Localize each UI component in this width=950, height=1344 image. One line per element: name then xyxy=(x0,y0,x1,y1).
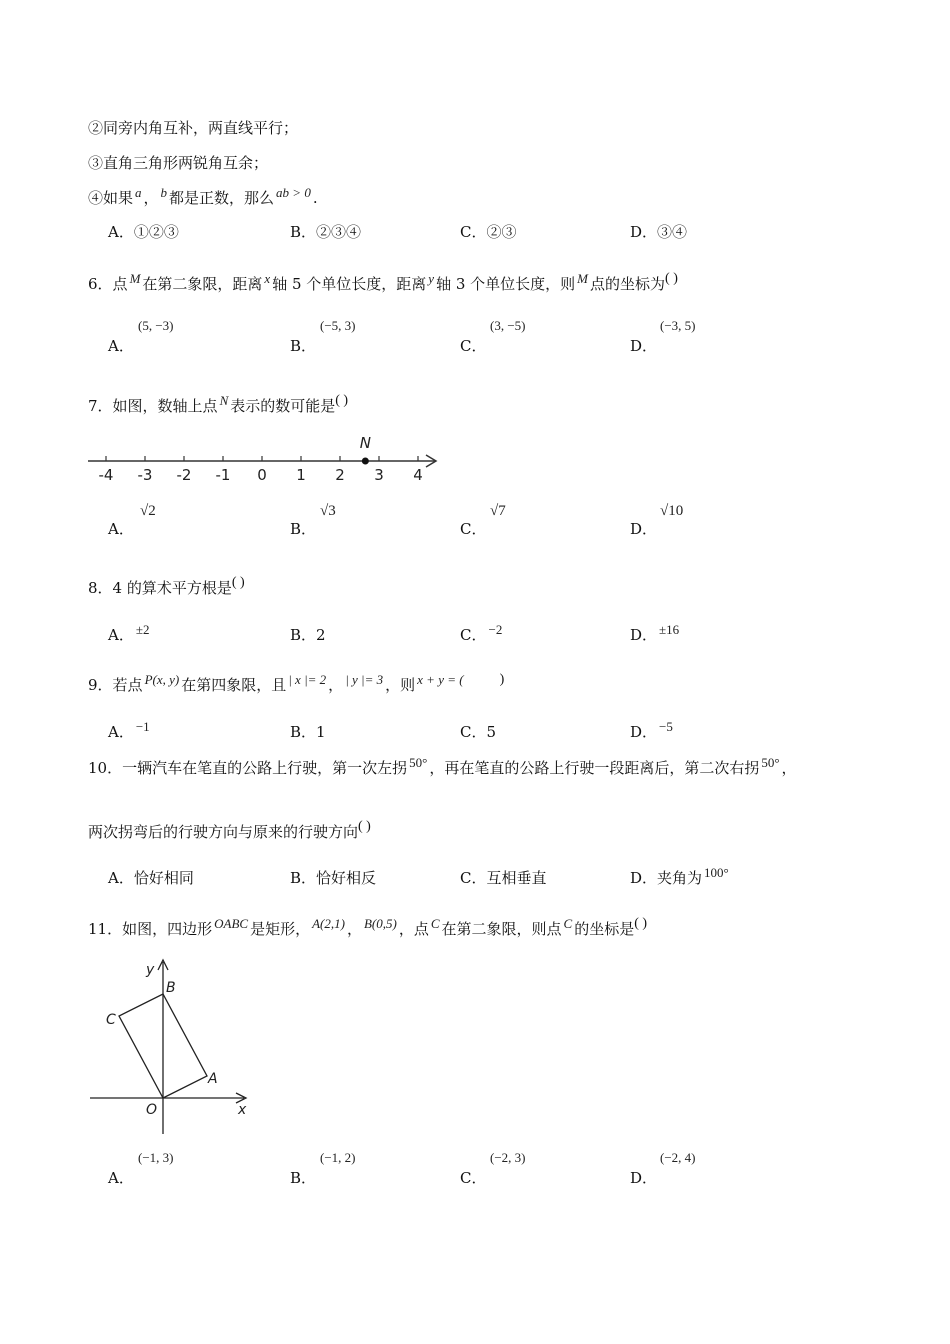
q9-option-a[interactable]: A． −1 xyxy=(108,719,150,741)
q5-option-a[interactable]: A．①②③ xyxy=(108,223,179,241)
point-n-marker xyxy=(362,458,369,465)
q11-stem: 11．如图，四边形 OABC 是矩形， A(2,1) ， B(0,5) ，点 C 在第二象限，则点 C 的坐标是( ) xyxy=(88,916,648,938)
q7-option-a-math: √2 xyxy=(140,503,156,519)
q11-option-d[interactable]: D． xyxy=(630,1169,658,1187)
q10-option-a[interactable]: A．恰好相同 xyxy=(108,869,194,887)
q6-option-a[interactable]: A． xyxy=(108,337,134,355)
q11-option-a[interactable]: A． xyxy=(108,1169,134,1187)
q6-option-c-math: (3, −5) xyxy=(490,318,526,333)
q5-item-2: ②同旁内角互补，两直线平行； xyxy=(88,119,299,137)
q7-option-d-math: √10 xyxy=(660,503,684,519)
q7-option-a[interactable]: A． xyxy=(108,520,134,538)
number-line-tick-label: 4 xyxy=(413,466,423,484)
q5-option-d[interactable]: D．③④ xyxy=(630,223,688,241)
q9-option-d[interactable]: D． −5 xyxy=(630,719,673,741)
number-line-tick-label: 0 xyxy=(257,466,267,484)
q5-option-c[interactable]: C．②③ xyxy=(460,223,517,241)
q5-option-b[interactable]: B．②③④ xyxy=(290,223,362,241)
q11-option-d-math: (−2, 4) xyxy=(660,1150,696,1165)
q10-option-c[interactable]: C．互相垂直 xyxy=(460,869,547,887)
q9-stem: 9．若点 P(x, y) 在第四象限，且 | x |= 2 ， | y |= 3 ，则 x + y = ( ) xyxy=(88,672,505,694)
q8-stem: 8．4 的算术平方根是( ) xyxy=(88,575,245,597)
number-line-tick-label: 1 xyxy=(296,466,306,484)
q6-option-b[interactable]: B． xyxy=(290,337,317,355)
q7-option-b-math: √3 xyxy=(320,503,336,519)
q5-item-3: ③直角三角形两锐角互余； xyxy=(88,154,269,172)
q10-stem-line1: 10．一辆汽车在笔直的公路上行驶，第一次左拐 50° ，再在笔直的公路上行驶一段距离后，第二次右拐 50° ， xyxy=(88,755,797,777)
q11-option-a-math: (−1, 3) xyxy=(138,1150,174,1165)
y-axis-label: y xyxy=(146,962,155,978)
number-line-figure xyxy=(84,428,444,488)
q6-option-b-math: (−5, 3) xyxy=(320,318,356,333)
q11-option-c[interactable]: C． xyxy=(460,1169,487,1187)
point-a-label: A xyxy=(208,1071,218,1087)
q10-option-b[interactable]: B．恰好相反 xyxy=(290,869,377,887)
q8-option-a[interactable]: A． ±2 xyxy=(108,622,150,644)
q5-item-4: ④如果 a ， b 都是正数，那么 ab > 0 . xyxy=(88,185,318,207)
q8-option-b[interactable]: B．2 xyxy=(290,626,326,644)
point-c-label: C xyxy=(106,1012,116,1028)
q7-option-c-math: √7 xyxy=(490,503,506,519)
q10-option-d[interactable]: D．夹角为 100° xyxy=(630,865,729,887)
q11-option-b-math: (−1, 2) xyxy=(320,1150,356,1165)
q6-stem: 6．点 M 在第二象限，距离 x 轴 5 个单位长度，距离 y 轴 3 个单位长度，则 M 点的坐标为( ) xyxy=(88,271,678,293)
x-axis-label: x xyxy=(238,1102,247,1118)
number-line-tick-label: -1 xyxy=(215,466,231,484)
q7-option-b[interactable]: B． xyxy=(290,520,317,538)
point-n-label: N xyxy=(359,434,371,452)
q7-option-d[interactable]: D． xyxy=(630,520,658,538)
q6-option-d[interactable]: D． xyxy=(630,337,658,355)
q9-option-b[interactable]: B．1 xyxy=(290,723,326,741)
q9-option-c[interactable]: C．5 xyxy=(460,723,497,741)
q6-option-c[interactable]: C． xyxy=(460,337,487,355)
q6-option-d-math: (−3, 5) xyxy=(660,318,696,333)
q11-option-c-math: (−2, 3) xyxy=(490,1150,526,1165)
q10-stem-line2: 两次拐弯后的行驶方向与原来的行驶方向( ) xyxy=(88,819,371,841)
q7-option-c[interactable]: C． xyxy=(460,520,487,538)
q11-option-b[interactable]: B． xyxy=(290,1169,317,1187)
number-line-tick-label: 2 xyxy=(335,466,345,484)
q8-option-d[interactable]: D． ±16 xyxy=(630,622,680,644)
point-o-label: O xyxy=(146,1102,158,1118)
number-line-tick-label: -4 xyxy=(98,466,114,484)
number-line-tick-label: -3 xyxy=(137,466,153,484)
number-line-tick-label: 3 xyxy=(374,466,384,484)
rectangle-figure xyxy=(84,958,264,1138)
q6-option-a-math: (5, −3) xyxy=(138,318,174,333)
q8-option-c[interactable]: C． −2 xyxy=(460,622,503,644)
q7-stem: 7．如图，数轴上点 N 表示的数可能是( ) xyxy=(88,393,349,415)
point-b-label: B xyxy=(166,980,176,996)
number-line-tick-label: -2 xyxy=(176,466,192,484)
